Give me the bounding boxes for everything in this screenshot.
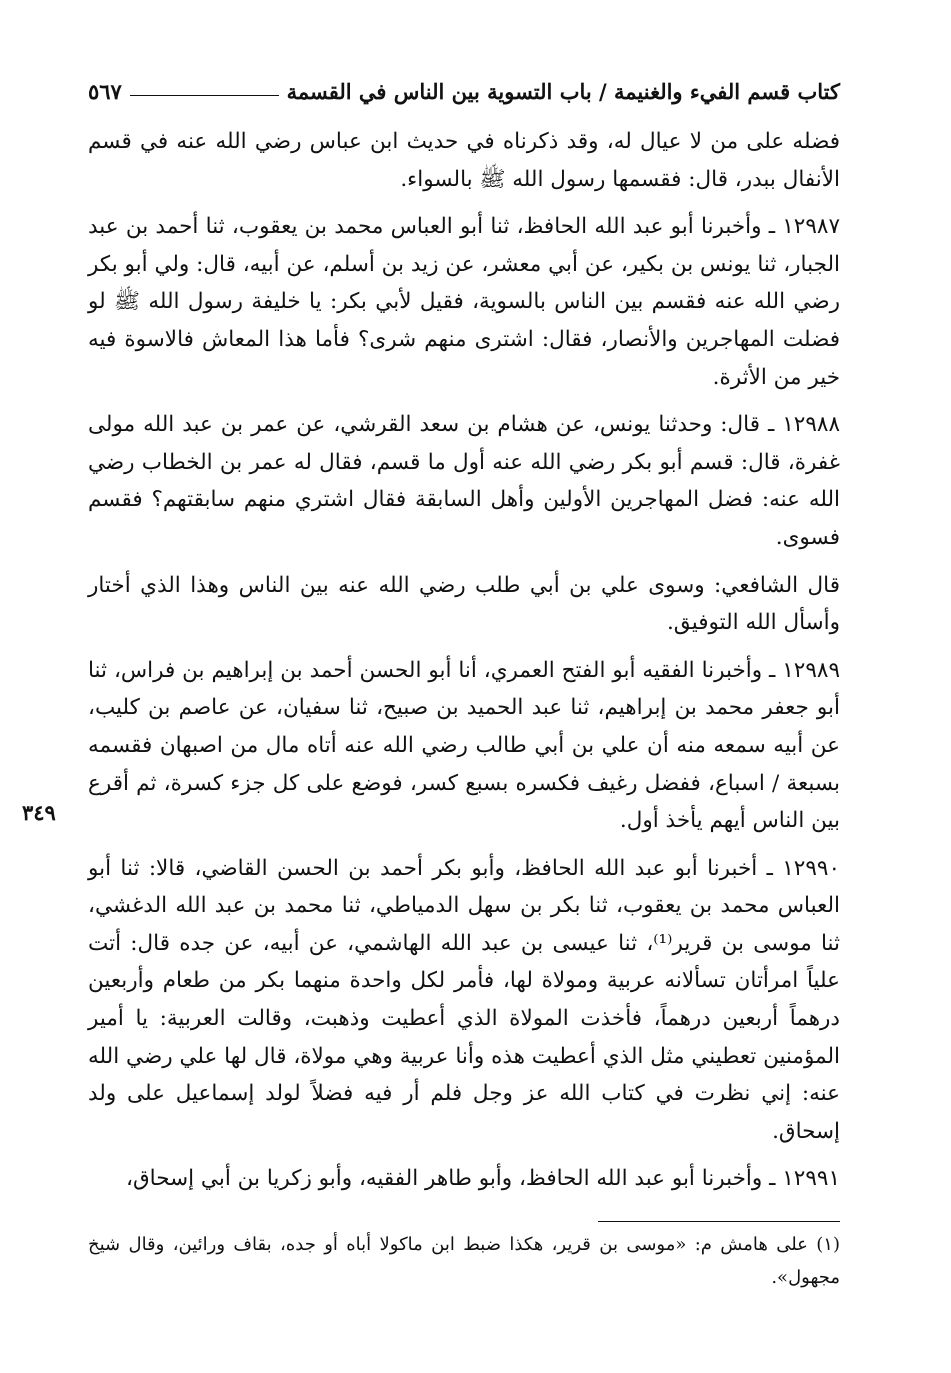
paragraph-12990: ١٢٩٩٠ ـ أخبرنا أبو عبد الله الحافظ، وأبو بكر أحمد بن الحسن القاضي، قالا: ثنا أبو العباس محمد بن يعقوب، ثنا بكر بن سهل الدمياطي، ثنا محمد بن عبد الله الدغشي، ثنا موسى بن قرير⁽¹⁾، ثنا عيسى بن عبد الله الهاشمي، عن أبيه، عن جده قال: أتت علياً امرأتان تسألانه عربية ومولاة لها، فأمر لكل واحدة منهما بكر من طعام وأربعين درهماً أربعين درهماً، فأخذت المولاة الذي أعطيت وذهبت، وقالت العربية: يا أمير المؤمنين تعطيني مثل الذي أعطيت هذه وأنا عربية وهي مولاة، قال لها علي رضي الله عنه: إني نظرت في كتاب الله عز وجل فلم أر فيه فضلاً لولد إسماعيل على ولد إسحاق. [88,855,841,1144]
paragraph-intro: فضله على من لا عيال له، وقد ذكرناه في حديث ابن عباس رضي الله عنه في قسم الأنفال ببدر، قال: فقسمها رسول الله ﷺ بالسواء. [88,129,840,192]
page-number: ٥٦٧ [88,79,122,104]
footnote: (١) على هامش م: «موسى بن قرير، هكذا ضبط ابن ماكولا أباه أو جده، بقاف ورائين، وقال شيخ مجهول». [88,1234,840,1288]
paragraph-12991: ١٢٩٩١ ـ وأخبرنا أبو عبد الله الحافظ، وأبو طاهر الفقيه، وأبو زكريا بن أبي إسحاق، [126,1166,840,1192]
paragraph-12989: ١٢٩٨٩ ـ وأخبرنا الفقيه أبو الفتح العمري، أنا أبو الحسن أحمد بن إبراهيم بن فراس، ثنا أبو جعفر محمد بن إبراهيم، ثنا عبد الحميد بن صبيح، ثنا سفيان، عن عاصم بن كليب، عن أبيه سمعه منه أن علي بن أبي طالب رضي الله عنه أتاه مال من اصبهان فقسمه بسبعة / اسباع، ففضل رغيف فكسره بسبع كسر، فوضع على كل جزء كسرة، ثم أقرع بين الناس أيهم يأخذ أول. [88,657,840,834]
paragraph-shafii: قال الشافعي: وسوى علي بن أبي طلب رضي الله عنه بين الناس وهذا الذي أختار وأسأل الله التوفيق. [88,572,840,636]
header-title: كتاب قسم الفيء والغنيمة / باب التسوية بين الناس في القسمة [286,79,840,104]
running-header [88,70,840,104]
header-rule [130,95,279,96]
main-text [88,123,840,1208]
footnote-rule [598,1221,840,1222]
paragraph-12988: ١٢٩٨٨ ـ قال: وحدثنا يونس، عن هشام بن سعد القرشي، عن عمر بن عبد الله مولى غفرة، قال: قسم أبو بكر رضي الله عنه أول ما قسم، فقال له عمر بن الخطاب رضي الله عنه: فضل المهاجرين الأولين وأهل السابقة فقال اشتري منهم سابقتهم؟ فقسم فسوى. [88,412,840,550]
margin-page-reference: ٣٤٩ [22,800,56,825]
paragraph-12987: ١٢٩٨٧ ـ وأخبرنا أبو عبد الله الحافظ، ثنا أبو العباس محمد بن يعقوب، ثنا أحمد بن عبد الجبار، ثنا يونس بن بكير، عن أبي معشر، عن زيد بن أسلم، عن أبيه، قال: ولي أبو بكر رضي الله عنه فقسم بين الناس بالسوية، فقيل لأبي بكر: يا خليفة رسول الله ﷺ لو فضلت المهاجرين والأنصار، فقال: اشترى منهم شرى؟ فأما هذا المعاش فالاسوة فيه خير من الأثرة. [88,214,840,390]
